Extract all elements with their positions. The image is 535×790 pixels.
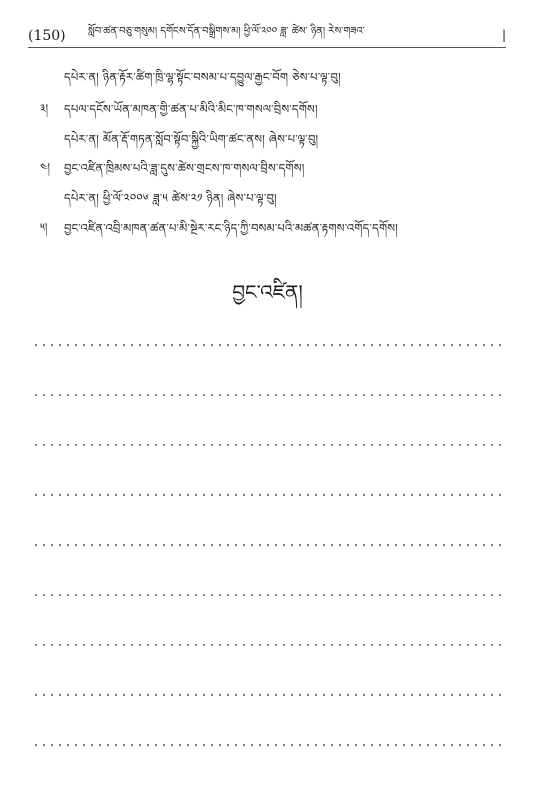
exercise-number: ༣། bbox=[40, 102, 49, 115]
writing-line[interactable] bbox=[32, 344, 502, 346]
page-number: (150) bbox=[28, 28, 66, 44]
exercise-line: བྱང་འཛིན་འབྲི་མཁན་ཚན་པ་མི་སྔེར་རང་ཉིད་ཀྱི་བསམ་པའི་མཚན་རྟགས་འགོད་དགོས། bbox=[64, 221, 398, 235]
exercise-line: དཔལ་དངོས་ཡོན་མཁན་གྱི་ཚན་པ་མིའི་མིང་ཁ་གསལ་བྲིས་དགོས། bbox=[64, 102, 318, 116]
exercise-line: དཔེར་ན། ཉིན་རྟོར་ཚིག་ཁྲི་ལྷ་སྟོང་བསམ་པ་དབྱུལ་རྒྱང་བོག ཅེས་པ་ལྟ་བུ། bbox=[64, 70, 341, 84]
writing-line[interactable] bbox=[32, 694, 502, 696]
exercise-line: དཔེར་ན། མོན་རྡོ་གཏན་སློབ་སྟོབ་སྐྱིའི་ཡིག་ཚང་ནས། ཞེས་པ་ལྟ་བུ། bbox=[64, 132, 319, 146]
writing-line[interactable] bbox=[32, 544, 502, 546]
writing-line[interactable] bbox=[32, 444, 502, 446]
exercise-number: ༥། bbox=[40, 221, 48, 234]
running-title: སློབ་ཚན་བཅུ་གསུམ། དགོངས་དོན་བསྒྲིགས་མ། ཕྱི་ལོ་༢༠༠ ཟླ་ ཚེས་ ཉིན། རེས་གཟའ་ bbox=[88, 26, 365, 37]
header-mark: | bbox=[501, 28, 506, 42]
section-title: བྱང་འཛིན། bbox=[232, 280, 303, 304]
exercise-line: བྱང་འཛིན་ཁྲིམས་པའི་ཟླ་དུས་ཚེས་གྲངས་ཁ་གསལ་བྲིས་དགོས། bbox=[64, 161, 305, 175]
page-header bbox=[28, 18, 506, 48]
writing-line[interactable] bbox=[32, 744, 502, 746]
exercise-number: ༤། bbox=[40, 161, 50, 174]
writing-line[interactable] bbox=[32, 394, 502, 396]
writing-line[interactable] bbox=[32, 644, 502, 646]
exercise-line: དཔེར་ན། ཕྱི་ལོ་༢༠༠༦ ཟླ་༥ ཚེས་༢༡ ཉིན། ཞེས་པ་ལྟ་བུ། bbox=[64, 191, 277, 205]
header-rule bbox=[28, 47, 506, 48]
writing-line[interactable] bbox=[32, 494, 502, 496]
writing-line[interactable] bbox=[32, 594, 502, 596]
